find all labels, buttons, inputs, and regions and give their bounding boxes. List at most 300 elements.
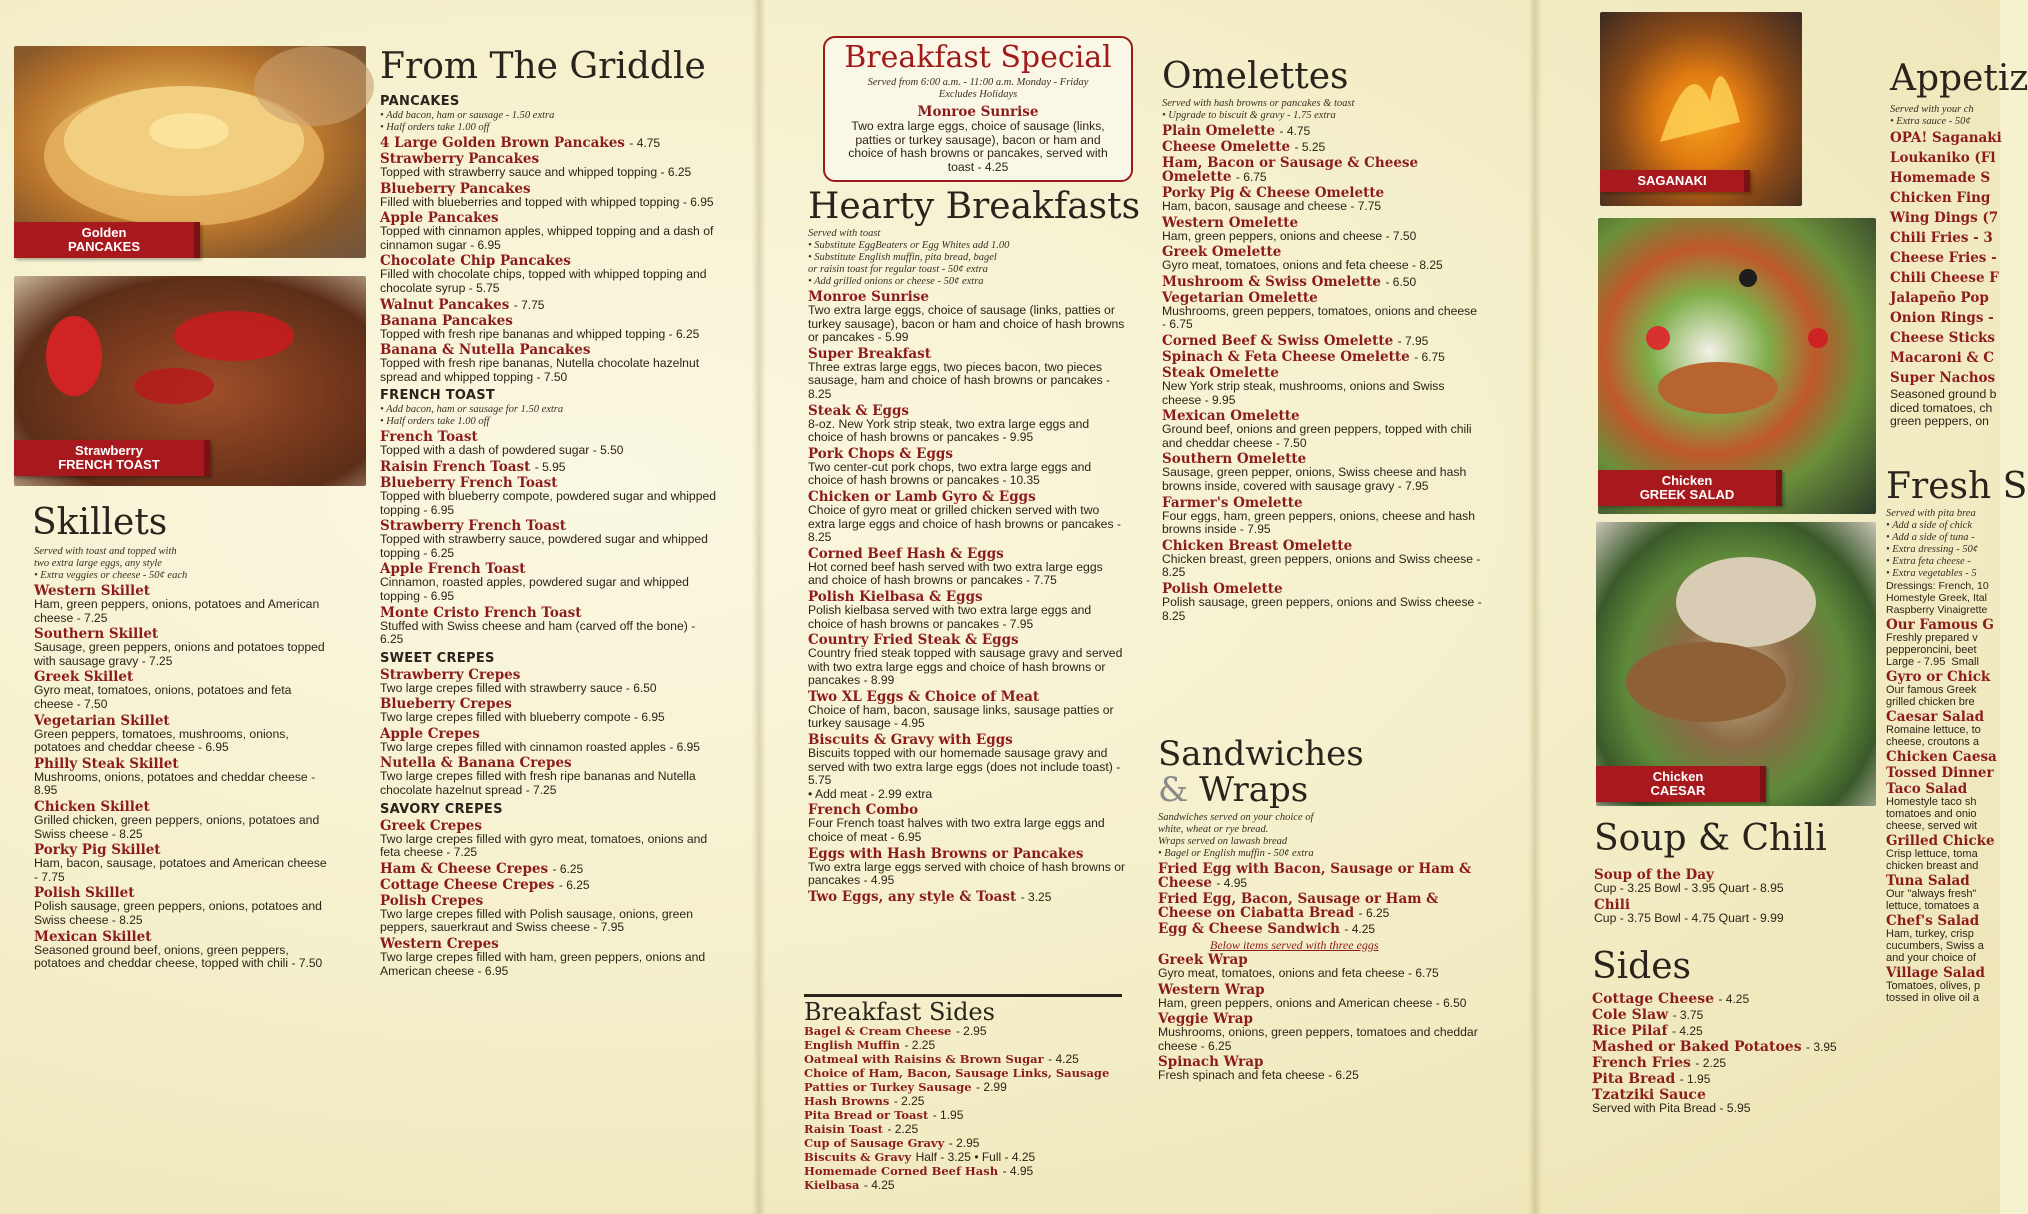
menu-item bbox=[1162, 216, 1482, 244]
menu-item bbox=[1162, 350, 1482, 364]
pancakes-list bbox=[380, 136, 720, 384]
item-price: - 7.75 bbox=[1026, 573, 1057, 588]
item-name: Monroe Sunrise bbox=[808, 289, 929, 305]
item-desc bbox=[808, 561, 1126, 588]
item-price: - 9.95 bbox=[1002, 430, 1034, 445]
salad-desc: Our "always fresh" lettuce, tomatoes a bbox=[1886, 888, 1979, 912]
item-desc bbox=[380, 620, 720, 647]
item-desc-text: 8-oz. New York strip steak, two extra large eggs and choice of hash browns or pancakes bbox=[808, 416, 1090, 445]
item-price: - 6.25 bbox=[660, 165, 692, 179]
item-desc-text: Mushrooms, onions, potatoes and cheddar cheese bbox=[34, 769, 308, 784]
soup-list bbox=[1594, 866, 1894, 925]
item-name: Southern Omelette bbox=[1162, 451, 1307, 468]
menu-item bbox=[808, 590, 1126, 631]
skillets-notes bbox=[34, 546, 334, 582]
menu-item bbox=[804, 1052, 1124, 1066]
menu-item bbox=[1162, 582, 1482, 623]
item-price: - 4.25 bbox=[1344, 922, 1376, 936]
menu-item bbox=[380, 562, 720, 603]
fresh-list bbox=[1886, 618, 2000, 1004]
item-name: Greek Omelette bbox=[1162, 244, 1282, 261]
menu-item bbox=[34, 627, 334, 668]
menu-item bbox=[808, 847, 1126, 888]
item-desc bbox=[34, 814, 334, 841]
item-desc-text: Mushrooms, onions, green peppers, tomatoes and cheddar cheese bbox=[1158, 1025, 1478, 1053]
sandwiches-notes bbox=[1158, 812, 1488, 860]
item-price: Half - 3.25 • Full - 4.25 bbox=[915, 1150, 1036, 1164]
caesar-label-1: Chicken bbox=[1652, 769, 1704, 784]
item-name: Blueberry French Toast bbox=[380, 474, 558, 491]
menu-item bbox=[804, 1066, 1124, 1094]
item-desc bbox=[380, 533, 720, 560]
salad-name: Gyro or Chick bbox=[1886, 669, 1991, 685]
chicken-graphic bbox=[1596, 522, 1876, 806]
item-name: Philly Steak Skillet bbox=[34, 755, 179, 772]
pancakes-photo bbox=[14, 46, 366, 258]
menu-item bbox=[380, 937, 720, 978]
menu-item bbox=[380, 182, 720, 210]
item-name: Fried Egg with Bacon, Sausage or Ham & Cheese bbox=[1158, 861, 1472, 891]
item-name: Western Wrap bbox=[1158, 981, 1265, 998]
item-name: Nutella & Banana Crepes bbox=[380, 755, 572, 772]
item-price: - 6.75 bbox=[1408, 966, 1439, 980]
greek-label-2: GREEK SALAD bbox=[1639, 487, 1735, 502]
item-price: - 6.25 bbox=[668, 326, 700, 341]
item-desc bbox=[34, 857, 334, 884]
item-price: - 6.50 bbox=[1435, 995, 1467, 1010]
item-desc-text: Fresh spinach and feta cheese bbox=[1158, 1068, 1325, 1083]
menu-item bbox=[1592, 1088, 1912, 1102]
item-name: Ham, Bacon or Sausage & Cheese Omelette bbox=[1162, 155, 1419, 185]
salad-name: Caesar Salad bbox=[1886, 709, 1985, 725]
note-line: • Substitute English muffin, pita bread, bagel bbox=[808, 252, 997, 263]
item-name: Two XL Eggs & Choice of Meat bbox=[808, 688, 1040, 705]
appetizer-name: OPA! Saganaki bbox=[1890, 130, 2002, 146]
item-desc-text: Ground beef, onions and green peppers, topped with chili and cheddar cheese bbox=[1162, 422, 1472, 450]
item-price: - 7.95 bbox=[593, 920, 625, 935]
item-desc bbox=[34, 728, 334, 755]
item-price: - 8.25 bbox=[808, 516, 1121, 545]
item-desc bbox=[380, 225, 720, 252]
item-price: - 7.75 bbox=[513, 297, 545, 312]
item-price: - 6.25 bbox=[1328, 1068, 1359, 1083]
item-desc-text: Chicken breast, green peppers, onions and Swiss cheese bbox=[1162, 551, 1473, 566]
item-price: - 5.25 bbox=[1294, 140, 1326, 154]
item-desc bbox=[808, 361, 1126, 402]
salad-item bbox=[1886, 670, 2000, 708]
item-price: - 5.75 bbox=[808, 759, 1121, 788]
salad-desc: Homestyle taco sh tomatoes and onio cheese, served wit bbox=[1886, 796, 1978, 832]
menu-item bbox=[1158, 983, 1488, 1011]
item-price: - 2.25 bbox=[904, 1038, 936, 1052]
note-line: • Add grilled onions or cheese - 50¢ extra bbox=[808, 276, 984, 287]
item-desc bbox=[1158, 967, 1488, 981]
pancakes-subtitle: PANCAKES bbox=[380, 94, 460, 109]
item-price: - 4.95 bbox=[894, 716, 925, 731]
soup-item bbox=[1594, 898, 1894, 926]
menu-item bbox=[804, 1122, 1124, 1136]
item-desc-text: Sausage, green pepper, onions, Swiss cheese and hash browns inside, covered with sausage gravy bbox=[1162, 465, 1467, 493]
menu-item bbox=[34, 714, 334, 755]
appetizer-name: Homemade S bbox=[1890, 170, 1991, 186]
menu-item bbox=[1158, 953, 1488, 981]
item-desc-text: Topped with a dash of powdered sugar bbox=[380, 443, 590, 458]
item-price: - 6.75 bbox=[1235, 170, 1267, 184]
item-desc bbox=[380, 770, 720, 797]
sweet-crepes-list bbox=[380, 668, 720, 798]
item-desc bbox=[34, 944, 334, 971]
special-title: Breakfast Special bbox=[844, 40, 1112, 75]
menu-item bbox=[380, 211, 720, 252]
note-line: Served with hash browns or pancakes & toast bbox=[1162, 98, 1355, 109]
item-price: - 4.95 bbox=[1216, 876, 1248, 890]
note-line: white, wheat or rye bread. bbox=[1158, 824, 1269, 835]
item-desc bbox=[380, 576, 720, 603]
sandwiches-title-line-1: Sandwiches bbox=[1158, 734, 1364, 774]
item-price: - 6.95 bbox=[669, 739, 700, 754]
omelettes-section bbox=[1162, 98, 1482, 623]
item-price: - 9.95 bbox=[1204, 392, 1236, 407]
menu-item bbox=[1162, 156, 1482, 184]
note-line: two extra large eggs, any style bbox=[34, 558, 162, 569]
menu-item bbox=[380, 862, 720, 876]
item-name: Chicken Skillet bbox=[34, 798, 150, 815]
item-price: - 7.50 bbox=[536, 369, 568, 384]
item-desc-text: Ham, green peppers, onions, potatoes and American cheese bbox=[34, 597, 320, 625]
breakfast-sides-list bbox=[804, 1024, 1124, 1192]
item-desc bbox=[380, 833, 720, 860]
menu-item bbox=[380, 343, 720, 384]
sandwiches-title-line-2: Wraps bbox=[1199, 770, 1309, 810]
menu-item bbox=[380, 519, 720, 560]
item-desc bbox=[34, 684, 334, 711]
item-name: Choice of Ham, Bacon, Sausage Links, Sausage Patties or Turkey Sausage bbox=[804, 1066, 1110, 1094]
item-desc bbox=[1158, 1069, 1488, 1083]
item-price: - 8.25 bbox=[808, 373, 1111, 401]
menu-item bbox=[1158, 922, 1488, 936]
item-name: Spinach & Feta Cheese Omelette bbox=[1162, 348, 1410, 365]
item-price: - 6.75 bbox=[1414, 349, 1445, 364]
griddle-title: From The Griddle bbox=[380, 46, 706, 87]
item-desc bbox=[1162, 380, 1482, 407]
appetizer-name: Macaroni & C bbox=[1890, 350, 1995, 366]
menu-item bbox=[808, 890, 1126, 904]
item-desc-text: Gyro meat, tomatoes, onions, potatoes and feta cheese bbox=[34, 683, 292, 711]
menu-item bbox=[1592, 1024, 1912, 1038]
item-name: Mashed or Baked Potatoes bbox=[1592, 1039, 1802, 1055]
item-name: Spinach Wrap bbox=[1158, 1054, 1264, 1071]
item-desc-text: Two extra large eggs served with choice of hash browns or pancakes bbox=[808, 859, 1126, 888]
item-desc bbox=[1162, 510, 1482, 537]
appetizer-name: Onion Rings - bbox=[1890, 310, 1994, 326]
menu-item bbox=[34, 757, 334, 798]
item-name: Two Eggs, any style & Toast bbox=[808, 888, 1017, 905]
breakfast-special-box bbox=[823, 36, 1133, 182]
item-desc-text: Topped with blueberry compote, powdered sugar and whipped topping bbox=[380, 488, 717, 517]
pancakes-notes bbox=[380, 110, 720, 134]
item-price: - 4.95 bbox=[863, 873, 895, 888]
omelettes-title: Omelettes bbox=[1162, 56, 1349, 97]
appetizers-notes bbox=[1890, 104, 2000, 128]
special-note-2: Excludes Holidays bbox=[938, 89, 1018, 100]
menu-item bbox=[808, 447, 1126, 488]
item-name: Farmer's Omelette bbox=[1162, 494, 1303, 511]
griddle-section bbox=[380, 90, 720, 978]
item-name: Chocolate Chip Pancakes bbox=[380, 253, 571, 270]
item-price: - 6.95 bbox=[423, 588, 455, 603]
item-name: Pita Bread or Toast bbox=[804, 1108, 929, 1122]
item-desc bbox=[808, 647, 1126, 688]
item-price: - 7.75 bbox=[1350, 199, 1382, 213]
item-desc-text: Topped with fresh ripe bananas, Nutella chocolate hazelnut spread and whipped topping bbox=[380, 356, 700, 384]
item-name: Apple Pancakes bbox=[380, 210, 499, 227]
menu-item bbox=[34, 800, 334, 841]
bsides-title: Breakfast Sides bbox=[804, 998, 995, 1026]
menu-item bbox=[1592, 1072, 1912, 1086]
item-price: - 7.50 bbox=[291, 956, 323, 971]
item-price: - 8.25 bbox=[1162, 551, 1481, 580]
add-meat-note: • Add meat - 2.99 extra bbox=[808, 786, 933, 801]
appetizer-name: Chili Fries - 3 bbox=[1890, 230, 1993, 246]
item-name: Strawberry Crepes bbox=[380, 666, 521, 683]
item-desc bbox=[380, 444, 720, 458]
item-desc-text: Filled with chocolate chips, topped with whipped topping and chocolate syrup bbox=[380, 267, 707, 295]
menu-item bbox=[1158, 1012, 1488, 1053]
item-desc-text: Topped with strawberry sauce and whipped topping bbox=[380, 165, 658, 179]
item-price: - 6.25 bbox=[1200, 1038, 1232, 1053]
item-price: - 7.25 bbox=[76, 610, 108, 625]
item-desc-text: Ham, green peppers, onions and cheese bbox=[1162, 228, 1383, 243]
special-item-desc: Two extra large eggs, choice of sausage (links, patties or turkey sausage), bacon or ham and choice of hash browns or pancakes, served with toast bbox=[848, 119, 1108, 174]
menu-item bbox=[804, 1164, 1124, 1178]
toast-label-1: Strawberry bbox=[75, 443, 143, 458]
item-desc-text: Two center-cut pork chops, two extra large eggs and choice of hash browns or pancakes bbox=[808, 459, 1092, 488]
item-desc bbox=[380, 908, 720, 935]
note-line: Served with toast bbox=[808, 228, 881, 239]
item-price: - 6.25 bbox=[1358, 906, 1390, 920]
item-price: - 8.25 bbox=[111, 826, 143, 841]
note-line: • Extra sauce - 50¢ bbox=[1890, 116, 1971, 127]
item-desc-text: Polish sausage, green peppers, onions, potatoes and Swiss cheese bbox=[34, 899, 322, 927]
item-price: - 6.95 bbox=[890, 830, 922, 845]
salad-item bbox=[1886, 710, 2000, 748]
menu-item bbox=[34, 930, 334, 971]
note-line: • Extra vegetables - 5 bbox=[1886, 568, 1977, 579]
note-line: • Upgrade to biscuit & gravy - 1.75 extra bbox=[1162, 110, 1336, 121]
item-name: Mexican Omelette bbox=[1162, 408, 1300, 425]
note-line: • Add bacon, ham or sausage for 1.50 extra bbox=[380, 404, 564, 416]
item-name: English Muffin bbox=[804, 1038, 901, 1052]
item-price: - 6.25 bbox=[558, 877, 590, 892]
item-price: - 3.75 bbox=[1672, 1008, 1704, 1022]
item-price: - 4.75 bbox=[1279, 124, 1311, 138]
item-price: - 5.95 bbox=[534, 459, 566, 474]
item-name: French Combo bbox=[808, 802, 919, 819]
menu-item bbox=[34, 886, 334, 927]
appetizers-title: Appetiz bbox=[1890, 58, 2028, 99]
item-name: Kielbasa bbox=[804, 1178, 860, 1192]
french-toast-notes bbox=[380, 404, 720, 428]
note-line: • Add bacon, ham or sausage - 1.50 extra bbox=[380, 110, 555, 121]
appetizer-name: Jalapeño Pop bbox=[1890, 290, 1989, 306]
section-divider bbox=[804, 994, 1122, 997]
item-desc bbox=[1162, 596, 1482, 623]
appetizers-list bbox=[1890, 128, 2000, 388]
item-name: Mushroom & Swiss Omelette bbox=[1162, 273, 1381, 290]
salad-name: Grilled Chicke bbox=[1886, 833, 1995, 849]
item-name: Steak Omelette bbox=[1162, 364, 1279, 381]
item-desc-text: Two large crepes filled with strawberry sauce bbox=[380, 680, 623, 695]
french-toast-photo bbox=[14, 276, 366, 486]
item-desc bbox=[1162, 423, 1482, 450]
menu-item bbox=[1158, 1055, 1488, 1083]
item-desc-text: Country fried steak topped with sausage gravy and served with two extra large eggs and choice of hash browns or pancakes bbox=[808, 646, 1123, 688]
note-line: Sandwiches served on your choice of bbox=[1158, 812, 1314, 823]
item-price: - 7.25 bbox=[446, 845, 478, 860]
note-line: Served with pita brea bbox=[1886, 508, 1976, 519]
soup-name: Soup of the Day bbox=[1594, 867, 1714, 883]
menu-item bbox=[804, 1108, 1124, 1122]
item-name: Cup of Sausage Gravy bbox=[804, 1136, 945, 1150]
menu-item bbox=[804, 1024, 1124, 1038]
item-name: Walnut Pancakes bbox=[380, 296, 510, 313]
menu-item bbox=[808, 633, 1126, 688]
item-price: - 6.25 bbox=[380, 618, 696, 647]
appetizer-name: Chili Cheese F bbox=[1890, 270, 1999, 286]
sweet-crepes-subtitle: SWEET CREPES bbox=[380, 650, 495, 666]
sandwiches-title bbox=[1158, 736, 1364, 808]
item-name: Polish Kielbasa & Eggs bbox=[808, 588, 983, 605]
item-desc bbox=[380, 196, 720, 210]
menu-item bbox=[380, 756, 720, 797]
item-desc bbox=[380, 166, 720, 180]
item-name: Rice Pilaf bbox=[1592, 1023, 1668, 1039]
item-price: - 4.95 bbox=[1002, 1164, 1034, 1178]
item-name: Vegetarian Skillet bbox=[34, 712, 170, 729]
menu-item bbox=[34, 843, 334, 884]
skillets-section bbox=[34, 546, 334, 971]
item-name: Chicken Breast Omelette bbox=[1162, 537, 1353, 554]
menu-item bbox=[1592, 992, 1912, 1006]
item-name: Greek Crepes bbox=[380, 817, 482, 834]
sandwiches-section bbox=[1158, 812, 1488, 1083]
item-price: - 8.25 bbox=[1162, 594, 1482, 623]
note-line: • Add a side of chick bbox=[1886, 520, 1973, 531]
sandwiches-list bbox=[1158, 862, 1488, 936]
item-name: Country Fried Steak & Eggs bbox=[808, 632, 1019, 649]
menu-item bbox=[1162, 291, 1482, 332]
item-price: - 8.95 bbox=[34, 769, 316, 798]
note-line: Wraps served on lawash bread bbox=[1158, 836, 1288, 847]
item-name: 4 Large Golden Brown Pancakes bbox=[380, 135, 625, 151]
note-line: • Substitute EggBeaters or Egg Whites add 1.00 bbox=[808, 240, 1010, 251]
menu-item bbox=[1162, 409, 1482, 450]
item-desc bbox=[380, 711, 720, 725]
item-desc-text: Four eggs, ham, green peppers, onions, cheese and hash browns inside bbox=[1162, 508, 1476, 537]
item-price: - 7.75 bbox=[34, 869, 65, 884]
menu-item bbox=[380, 254, 720, 295]
item-name: Veggie Wrap bbox=[1158, 1011, 1253, 1028]
item-desc bbox=[808, 461, 1126, 488]
omelettes-notes bbox=[1162, 98, 1482, 122]
item-desc bbox=[34, 900, 334, 927]
item-price: - 7.50 bbox=[1275, 435, 1307, 450]
item-name: Polish Omelette bbox=[1162, 580, 1283, 597]
hearty-title: Hearty Breakfasts bbox=[808, 186, 1141, 227]
menu-item bbox=[808, 547, 1126, 588]
item-desc-text: Ham, bacon, sausage, potatoes and American cheese bbox=[34, 856, 327, 871]
item-price: - 7.25 bbox=[525, 783, 557, 798]
omelettes-list bbox=[1162, 124, 1482, 623]
sandwiches-title-amp: & bbox=[1158, 770, 1189, 810]
salad-name: Our Famous G bbox=[1886, 617, 1994, 633]
note-line: Served with your ch bbox=[1890, 104, 1974, 115]
salad-name: Tuna Salad bbox=[1886, 873, 1970, 889]
item-price: - 4.25 bbox=[863, 1178, 895, 1192]
item-desc bbox=[380, 682, 720, 696]
item-name: Cole Slaw bbox=[1592, 1007, 1669, 1023]
menu-item bbox=[1592, 1008, 1912, 1022]
item-desc bbox=[34, 771, 334, 798]
savory-crepes-list bbox=[380, 819, 720, 979]
soup-prices: Cup - 3.25 Bowl - 3.95 Quart - 8.95 bbox=[1594, 881, 1784, 895]
menu-item bbox=[34, 584, 334, 625]
item-desc-text: Sausage, green peppers, onions and potatoes topped with sausage gravy bbox=[34, 640, 325, 668]
item-desc-text: Two large crepes filled with blueberry compote bbox=[380, 710, 631, 725]
salad-desc: Freshly prepared v pepperoncini, beet Large - 7.95 Small bbox=[1886, 632, 1979, 668]
menu-item bbox=[1162, 186, 1482, 214]
skillets-list bbox=[34, 584, 334, 971]
item-price: - 2.25 bbox=[1695, 1056, 1727, 1070]
item-name: Egg & Cheese Sandwich bbox=[1158, 921, 1340, 937]
item-desc bbox=[380, 328, 720, 342]
three-eggs-note: Below items served with three eggs bbox=[1210, 938, 1379, 952]
item-desc bbox=[380, 268, 720, 295]
note-line: • Half orders take 1.00 off bbox=[380, 122, 490, 133]
item-name: French Toast bbox=[380, 429, 478, 446]
item-name: Cottage Cheese bbox=[1592, 991, 1714, 1007]
salad-desc: Our famous Greek grilled chicken bre bbox=[1886, 684, 1977, 708]
item-price: - 7.25 bbox=[141, 653, 173, 668]
item-price: - 6.95 bbox=[682, 194, 714, 209]
salad-desc: Ham, turkey, crisp cucumbers, Swiss a and your choice of bbox=[1886, 928, 1984, 964]
item-name: Strawberry Pancakes bbox=[380, 151, 540, 167]
item-desc-text: Gyro meat, tomatoes, onions and feta cheese bbox=[1162, 258, 1409, 273]
item-name: Blueberry Pancakes bbox=[380, 180, 531, 197]
menu-item bbox=[1162, 334, 1482, 348]
salad-name: Taco Salad bbox=[1886, 781, 1968, 797]
item-name: Corned Beef Hash & Eggs bbox=[808, 545, 1004, 562]
salad-desc: Romaine lettuce, to cheese, croutons a bbox=[1886, 724, 1981, 748]
item-desc-text: New York strip steak, mushrooms, onions and Swiss cheese bbox=[1162, 378, 1445, 407]
item-name: Banana Pancakes bbox=[380, 312, 513, 329]
menu-item bbox=[804, 1094, 1124, 1108]
item-name: Bagel & Cream Cheese bbox=[804, 1024, 952, 1038]
item-price: - 2.25 bbox=[887, 1122, 919, 1136]
salad-name: Chicken Caesa bbox=[1886, 749, 1997, 765]
item-price: - 6.95 bbox=[197, 740, 229, 755]
appetizer-name: Super Nachos bbox=[1890, 370, 1996, 386]
menu-item bbox=[804, 1150, 1124, 1164]
menu-item bbox=[380, 476, 720, 517]
item-price: - 7.95 bbox=[1397, 478, 1429, 493]
item-price: - 10.35 bbox=[1002, 473, 1040, 488]
item-price: - 4.25 bbox=[1718, 992, 1750, 1006]
item-name: Pita Bread bbox=[1592, 1071, 1676, 1087]
item-price: - 6.50 bbox=[1385, 274, 1417, 289]
menu-item bbox=[380, 727, 720, 755]
item-price: - 1.95 bbox=[932, 1108, 964, 1122]
